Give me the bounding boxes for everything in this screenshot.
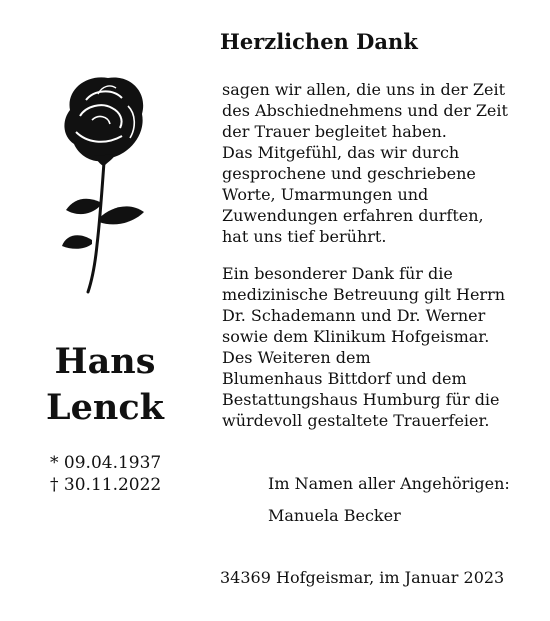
last-name: Lenck xyxy=(46,387,164,428)
thanks-paragraph xyxy=(222,79,508,247)
place-date: 34369 Hofgeismar, im Januar 2023 xyxy=(220,568,505,587)
birth-date: * 09.04.1937 xyxy=(50,453,162,473)
life-dates xyxy=(50,452,161,496)
text-line: Das Mitgefühl, das wir durch xyxy=(222,143,460,162)
text-line: des Abschiednehmens und der Zeit xyxy=(222,101,508,120)
text-line: der Trauer begleitet haben. xyxy=(222,122,447,141)
text-line: medizinische Betreuung gilt Herrn xyxy=(222,285,506,304)
thanks-heading: Herzlichen Dank xyxy=(220,29,418,54)
text-line: würdevoll gestaltete Trauerfeier. xyxy=(222,411,490,430)
text-line: Ein besonderer Dank für die xyxy=(222,264,453,283)
text-line: Blumenhaus Bittdorf und dem xyxy=(222,369,467,388)
death-date: † 30.11.2022 xyxy=(50,475,162,495)
text-line: Bestattungshaus Humburg für die xyxy=(222,390,500,409)
text-line: sagen wir allen, die uns in der Zeit xyxy=(222,80,506,99)
text-line: Worte, Umarmungen und xyxy=(222,185,429,204)
signature-name: Manuela Becker xyxy=(268,506,401,525)
text-line: gesprochene und geschriebene xyxy=(222,164,476,183)
text-line: Des Weiteren dem xyxy=(222,348,371,367)
rose-icon xyxy=(52,70,162,295)
text-line: Zuwendungen erfahren durften, xyxy=(222,206,484,225)
text-line: Dr. Schademann und Dr. Werner xyxy=(222,306,486,325)
text-line: sowie dem Klinikum Hofgeismar. xyxy=(222,327,490,346)
first-name: Hans xyxy=(54,341,156,382)
special-thanks-paragraph xyxy=(222,263,505,431)
on-behalf-line: Im Namen aller Angehörigen: xyxy=(268,474,510,493)
text-line: hat uns tief berührt. xyxy=(222,227,387,246)
